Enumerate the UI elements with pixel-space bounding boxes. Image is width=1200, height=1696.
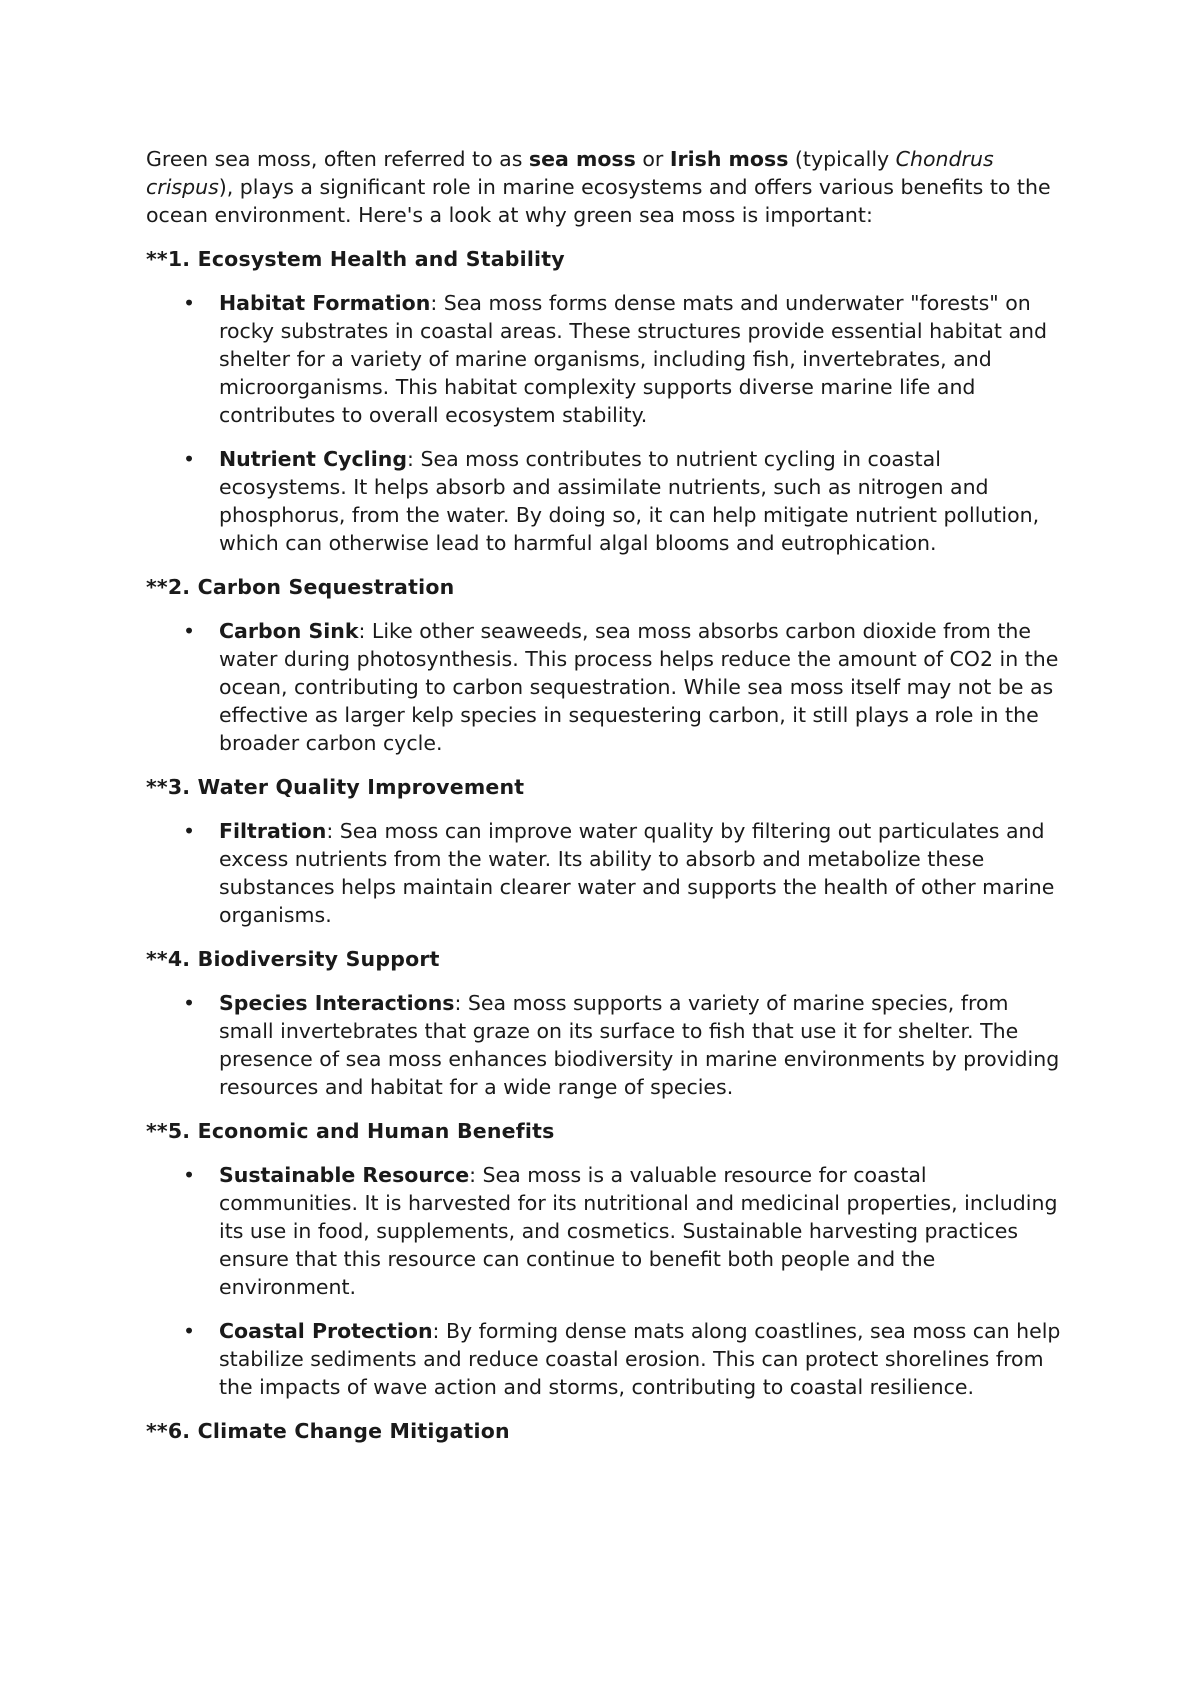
item-text: : Like other seaweeds, sea moss absorbs carbon dioxide from the water during photosynthesis. This process helps reduce the amount of CO2 in the ocean, contributing to carbon sequestration. While sea moss itself may not be as effective as larger kelp species in sequestering carbon, it still plays a role in the broader carbon cycle. xyxy=(219,619,1059,755)
section-heading-water-quality: **3. Water Quality Improvement xyxy=(146,775,525,799)
section-list-ecosystem xyxy=(146,289,1066,557)
bullet-icon: • xyxy=(183,619,196,643)
item-term: Coastal Protection xyxy=(219,1319,433,1343)
item-text: : By forming dense mats along coastlines, sea moss can help stabilize sediments and reduce coastal erosion. This can protect shorelines from the impacts of wave action and storms, contributing to coastal resilience. xyxy=(219,1319,1061,1399)
item-text: : Sea moss can improve water quality by filtering out particulates and excess nutrients from the water. Its ability to absorb and metabolize these substances helps maintain clearer water and supports the health of other marine organisms. xyxy=(219,819,1055,927)
bullet-icon: • xyxy=(183,991,196,1015)
intro-text: (typically xyxy=(788,147,896,171)
list-item xyxy=(146,289,1066,429)
bullet-icon: • xyxy=(183,819,196,843)
bullet-icon: • xyxy=(183,1319,196,1343)
item-term: Nutrient Cycling xyxy=(219,447,408,471)
item-text: : Sea moss contributes to nutrient cycling in coastal ecosystems. It helps absorb and assimilate nutrients, such as nitrogen and phosphorus, from the water. By doing so, it can help mitigate nutrient pollution, which can otherwise lead to harmful algal blooms and eutrophication. xyxy=(219,447,1040,555)
list-item xyxy=(146,817,1066,929)
item-term: Species Interactions xyxy=(219,991,455,1015)
section-list-carbon xyxy=(146,617,1066,757)
section-heading-climate: **6. Climate Change Mitigation xyxy=(146,1419,510,1443)
list-item xyxy=(146,1161,1066,1301)
list-item xyxy=(146,1317,1066,1401)
section-heading-ecosystem: **1. Ecosystem Health and Stability xyxy=(146,247,565,271)
item-term: Filtration xyxy=(219,819,327,843)
item-text: : Sea moss forms dense mats and underwater "forests" on rocky substrates in coastal areas. These structures provide essential habitat and shelter for a variety of marine organisms, including fish, invertebrates, and microorganisms. This habitat complexity supports diverse marine life and contributes to overall ecosystem stability. xyxy=(219,291,1048,427)
section-list-economic xyxy=(146,1161,1066,1401)
section-heading-carbon: **2. Carbon Sequestration xyxy=(146,575,455,599)
section-heading-economic: **5. Economic and Human Benefits xyxy=(146,1119,555,1143)
item-text: : Sea moss is a valuable resource for coastal communities. It is harvested for its nutritional and medicinal properties, including its use in food, supplements, and cosmetics. Sustainable harvesting practices ensure that this resource can continue to benefit both people and the environment. xyxy=(219,1163,1058,1299)
bullet-icon: • xyxy=(183,447,196,471)
intro-paragraph xyxy=(146,145,1066,229)
item-term: Sustainable Resource xyxy=(219,1163,470,1187)
intro-text: Green sea moss, often referred to as xyxy=(146,147,529,171)
bullet-icon: • xyxy=(183,291,196,315)
item-term: Habitat Formation xyxy=(219,291,431,315)
item-text: : Sea moss supports a variety of marine species, from small invertebrates that graze on its surface to fish that use it for shelter. The presence of sea moss enhances biodiversity in marine environments by providing resources and habitat for a wide range of species. xyxy=(219,991,1060,1099)
intro-text: ), plays a significant role in marine ecosystems and offers various benefits to the ocean environment. Here's a look at why green sea moss is important: xyxy=(146,175,1051,227)
intro-text: or xyxy=(635,147,670,171)
term-sea-moss: sea moss xyxy=(528,147,636,171)
species-name: Chondrus crispus xyxy=(146,147,994,199)
section-heading-biodiversity: **4. Biodiversity Support xyxy=(146,947,440,971)
list-item xyxy=(146,445,1066,557)
term-irish-moss: Irish moss xyxy=(669,147,789,171)
bullet-icon: • xyxy=(183,1163,196,1187)
section-list-water-quality xyxy=(146,817,1066,929)
item-term: Carbon Sink xyxy=(219,619,359,643)
section-list-biodiversity xyxy=(146,989,1066,1101)
document-body xyxy=(146,145,1066,1461)
list-item xyxy=(146,989,1066,1101)
list-item xyxy=(146,617,1066,757)
